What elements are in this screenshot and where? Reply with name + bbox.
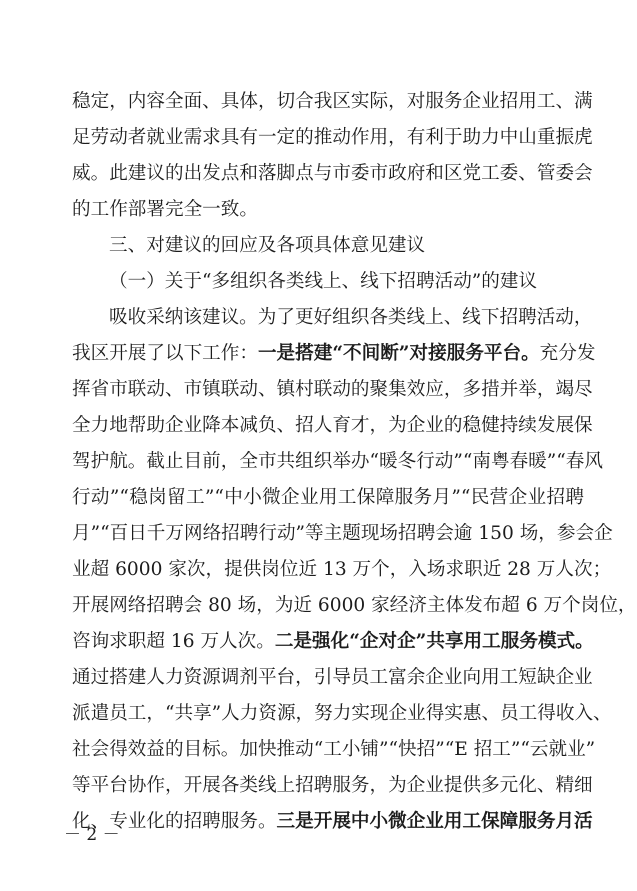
subsection-heading: （一）关于“多组织各类线上、线下招聘活动”的建议 — [109, 271, 538, 292]
paragraph-line: 通过搭建人力资源调剂平台，引导员工富余企业向用工短缺企业 — [72, 667, 593, 688]
paragraph-line: 稳定，内容全面、具体，切合我区实际，对服务企业招用工、满 — [72, 91, 593, 112]
paragraph-line: 驾护航。截止目前，全市共组织举办“暖冬行动”“南粤春暖”“春风 — [72, 451, 603, 472]
paragraph-line: 业超 6000 家次，提供岗位近 13 万个，入场求职近 28 万人次； — [72, 559, 612, 580]
paragraph-text: 我区开展了以下工作： — [72, 343, 258, 364]
paragraph-line: 行动”“稳岗留工”“中小微企业用工保障服务月”“民营企业招聘 — [72, 487, 584, 508]
paragraph-line: 派遣员工，“共享”人力资源，努力实现企业得实惠、员工得收入、 — [72, 703, 612, 724]
paragraph-text: 化、专业化的招聘服务。 — [72, 811, 277, 832]
paragraph-line: 的工作部署完全一致。 — [72, 199, 258, 220]
paragraph-line: 威。此建议的出发点和落脚点与市委市政府和区党工委、管委会 — [72, 163, 593, 184]
paragraph-text: 咨询求职超 16 万人次。 — [72, 631, 275, 652]
paragraph-text: 充分发 — [539, 343, 596, 364]
page-number: － 2 － — [64, 825, 120, 845]
paragraph-line: 挥省市联动、市镇联动、镇村联动的聚集效应，多措并举，竭尽 — [72, 379, 593, 400]
paragraph-line: 社会得效益的目标。加快推动“工小铺”“快招”“E 招工”“云就业” — [72, 739, 596, 760]
paragraph-line-mixed — [72, 626, 594, 658]
paragraph-line: 吸收采纳该建议。为了更好组织各类线上、线下招聘活动， — [109, 307, 593, 328]
paragraph-line: 足劳动者就业需求具有一定的推动作用，有利于助力中山重振虎 — [72, 127, 593, 148]
paragraph-line: 等平台协作，开展各类线上招聘服务，为企业提供多元化、精细 — [72, 775, 593, 796]
paragraph-line: 月”“百日千万网络招聘行动”等主题现场招聘会逾 150 场，参会企 — [72, 523, 613, 544]
bold-point-one: 一是搭建“不间断”对接服务平台。 — [257, 343, 540, 364]
paragraph-line-mixed — [72, 338, 596, 370]
paragraph-line: 全力地帮助企业降本减负、招人育才，为企业的稳健持续发展保 — [72, 415, 593, 436]
bold-point-two: 二是强化“企对企”共享用工服务模式。 — [274, 631, 594, 652]
bold-point-three: 三是开展中小微企业用工保障服务月活 — [276, 811, 593, 832]
paragraph-line: 开展网络招聘会 80 场，为近 6000 家经济主体发布超 6 万个岗位， — [72, 595, 637, 616]
paragraph-line-mixed — [72, 806, 593, 838]
section-heading: 三、对建议的回应及各项具体意见建议 — [109, 235, 426, 256]
